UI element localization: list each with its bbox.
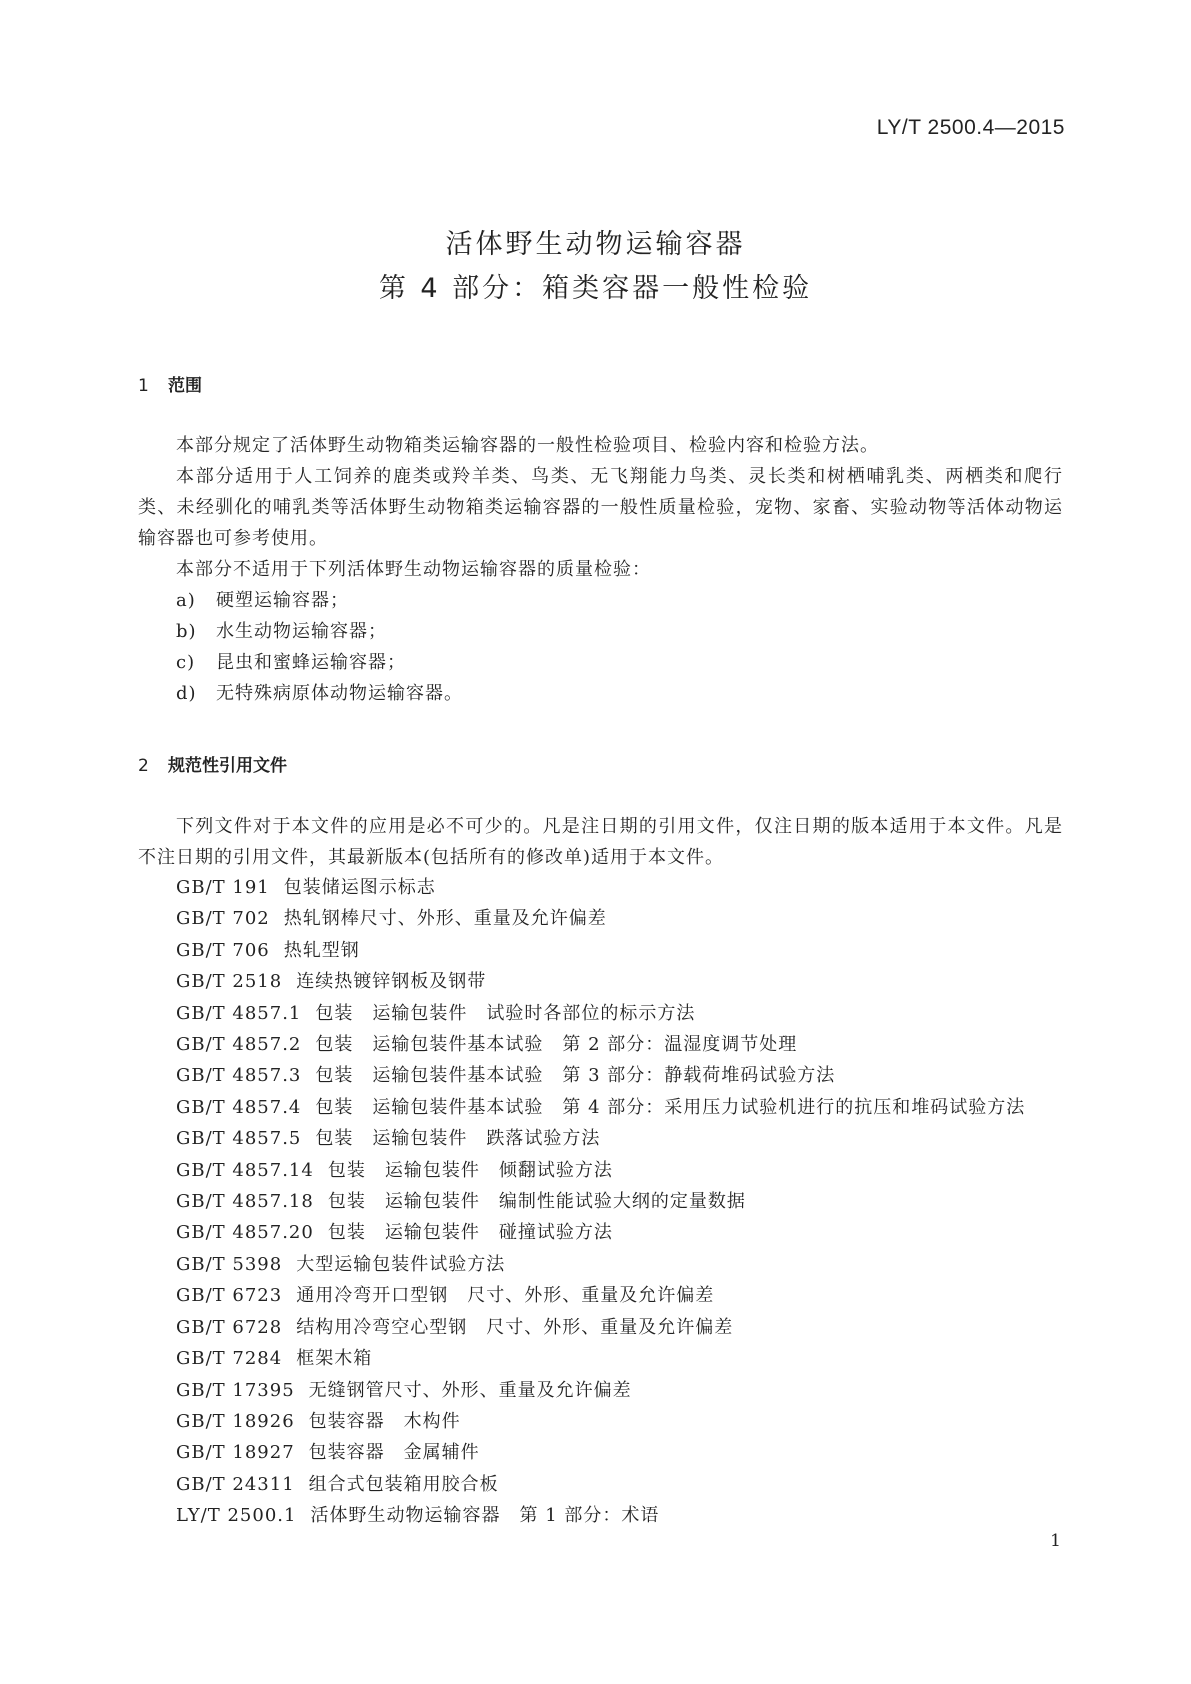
reference-title: 包装储运图示标志: [283, 877, 436, 898]
reference-title: 包装 运输包装件基本试验 第 4 部分：采用压力试验机进行的抗压和堆码试验方法: [315, 1096, 1026, 1118]
reference-code: GB/T 4857.4: [176, 1096, 302, 1118]
reference-item: [176, 1029, 1025, 1060]
reference-code: GB/T 18927: [176, 1442, 295, 1464]
reference-item: [176, 1343, 1025, 1374]
reference-code: GB/T 4857.1: [176, 1002, 302, 1024]
reference-title: 包装 运输包装件 倾翻试验方法: [327, 1159, 613, 1181]
reference-item: [176, 966, 1025, 997]
reference-item: [176, 998, 1025, 1029]
reference-title: 包装 运输包装件 试验时各部位的标示方法: [315, 1002, 696, 1024]
reference-code: GB/T 17395: [176, 1379, 295, 1401]
reference-title: 热轧型钢: [283, 939, 360, 961]
reference-item: [176, 1280, 1025, 1311]
reference-item: [176, 1217, 1025, 1248]
reference-code: GB/T 5398: [176, 1253, 283, 1275]
reference-code: GB/T 4857.2: [176, 1034, 302, 1056]
reference-code: GB/T 6723: [176, 1285, 283, 1307]
reference-item: [176, 1469, 1025, 1500]
paragraph: 本部分不适用于下列活体野生动物运输容器的质量检验：: [176, 559, 651, 580]
reference-code: GB/T 706: [176, 939, 270, 961]
reference-title: 组合式包装箱用胶合板: [308, 1473, 499, 1495]
list-text: 硬塑运输容器；: [216, 590, 349, 611]
reference-code: GB/T 4857.20: [176, 1222, 314, 1244]
paragraph: 本部分规定了活体野生动物箱类运输容器的一般性检验项目、检验内容和检验方法。: [176, 435, 879, 456]
reference-item: [176, 1500, 1025, 1531]
reference-code: GB/T 4857.18: [176, 1191, 314, 1213]
document-title: 活体野生动物运输容器: [445, 229, 746, 260]
list-text: 水生动物运输容器；: [216, 621, 387, 642]
reference-item: [176, 1186, 1025, 1217]
list-item: [138, 647, 1063, 678]
document-subtitle: 第 4 部分：箱类容器一般性检验: [378, 273, 813, 304]
section-number: 1: [138, 376, 149, 396]
reference-title: 包装 运输包装件基本试验 第 2 部分：温湿度调节处理: [315, 1034, 798, 1056]
list-marker: b): [176, 621, 197, 642]
reference-item: [176, 1312, 1025, 1343]
standard-code: LY/T 2500.4—2015: [876, 116, 1065, 139]
reference-code: GB/T 6728: [176, 1316, 283, 1338]
list-item: [138, 616, 1063, 647]
list-text: 昆虫和蜜蜂运输容器；: [216, 652, 406, 673]
section-1-body: [138, 430, 1063, 709]
reference-title: 包装 运输包装件 碰撞试验方法: [327, 1222, 613, 1244]
paragraph: 下列文件对于本文件的应用是必不可少的。凡是注日期的引用文件，仅注日期的版本适用于本文件。凡是不注日期的引用文件，其最新版本(包括所有的修改单)适用于本文件。: [138, 816, 1063, 868]
reference-code: GB/T 4857.5: [176, 1128, 302, 1150]
reference-item: [176, 1123, 1025, 1154]
reference-code: GB/T 4857.3: [176, 1065, 302, 1087]
reference-item: [176, 1092, 1025, 1123]
reference-item: [176, 1406, 1025, 1437]
reference-item: [176, 1060, 1025, 1091]
section-title: 范围: [168, 376, 202, 396]
list-item: [138, 678, 1063, 709]
reference-title: 热轧钢棒尺寸、外形、重量及允许偏差: [283, 908, 607, 930]
reference-code: GB/T 7284: [176, 1348, 283, 1370]
reference-list: [176, 872, 1025, 1532]
reference-title: 结构用冷弯空心型钢 尺寸、外形、重量及允许偏差: [296, 1316, 734, 1338]
reference-title: 包装 运输包装件基本试验 第 3 部分：静载荷堆码试验方法: [315, 1065, 836, 1087]
reference-title: 大型运输包装件试验方法: [296, 1253, 506, 1275]
reference-item: [176, 1437, 1025, 1468]
reference-title: 连续热镀锌钢板及钢带: [296, 971, 487, 993]
reference-code: GB/T 24311: [176, 1473, 295, 1495]
paragraph: 本部分适用于人工饲养的鹿类或羚羊类、鸟类、无飞翔能力鸟类、灵长类和树栖哺乳类、两栖类和爬行类、未经驯化的哺乳类等活体野生动物箱类运输容器的一般性质量检验，宠物、家畜、实验动物等活体动物运输容器也可参考使用。: [138, 466, 1063, 549]
reference-title: 包装容器 木构件: [308, 1410, 461, 1432]
reference-code: GB/T 2518: [176, 971, 283, 993]
section-2-heading: [138, 751, 287, 776]
reference-code: GB/T 18926: [176, 1410, 295, 1432]
section-title: 规范性引用文件: [168, 756, 287, 776]
section-1-heading: [138, 371, 202, 396]
list-item: [138, 585, 1063, 616]
section-2-intro: [138, 811, 1063, 873]
list-text: 无特殊病原体动物运输容器。: [216, 683, 463, 704]
reference-title: 框架木箱: [296, 1348, 373, 1370]
reference-item: [176, 1155, 1025, 1186]
reference-title: 包装容器 金属辅件: [308, 1442, 480, 1464]
reference-title: 包装 运输包装件 跌落试验方法: [315, 1128, 601, 1150]
reference-code: LY/T 2500.1: [176, 1505, 297, 1527]
section-number: 2: [138, 756, 149, 776]
list-marker: a): [176, 590, 196, 611]
reference-title: 无缝钢管尺寸、外形、重量及允许偏差: [308, 1379, 632, 1401]
list-marker: c): [176, 652, 196, 673]
reference-code: GB/T 4857.14: [176, 1159, 314, 1181]
reference-item: [176, 872, 1025, 903]
reference-title: 活体野生动物运输容器 第 1 部分：术语: [310, 1505, 660, 1527]
reference-item: [176, 1249, 1025, 1280]
reference-item: [176, 935, 1025, 966]
page-number: 1: [1050, 1531, 1061, 1551]
list-marker: d): [176, 683, 197, 704]
reference-item: [176, 1375, 1025, 1406]
reference-title: 包装 运输包装件 编制性能试验大纲的定量数据: [327, 1191, 746, 1213]
reference-code: GB/T 191: [176, 877, 270, 898]
reference-title: 通用冷弯开口型钢 尺寸、外形、重量及允许偏差: [296, 1285, 715, 1307]
reference-code: GB/T 702: [176, 908, 270, 930]
reference-item: [176, 903, 1025, 934]
